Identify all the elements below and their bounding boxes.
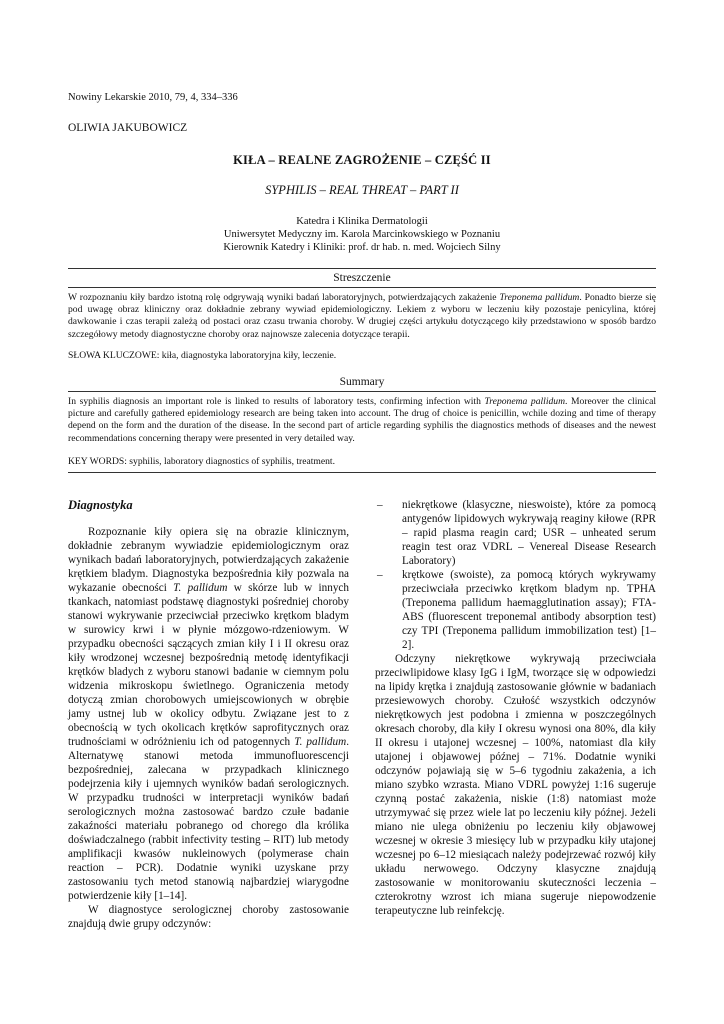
test-groups-list — [375, 498, 656, 652]
dash-bullet: – — [377, 499, 383, 511]
dash-bullet: – — [377, 569, 383, 581]
streszczenie-text-b: . Ponadto bierze się pod uwagę obraz kliniczny oraz dokładnie zebrany wywiad epidemiologiczny. Lekiem z wyboru w leczeniu kiły pozostaje penicylina, której dawkowanie i czas terapii zależą od postaci oraz czasu trwania choroby. W drugiej części artykułu dotyczącego kiły przedstawiono w sposób bardzo szczegółowy metody diagnostyczne choroby oraz najnowsze zalecenia dotyczące terapii. — [68, 292, 656, 340]
article-title-polish: KIŁA – REALNE ZAGROŻENIE – CZĘŚĆ II — [233, 153, 491, 167]
affiliation-university: Uniwersytet Medyczny im. Karola Marcinkowskiego w Poznaniu — [223, 229, 501, 240]
left-column — [68, 498, 349, 931]
section-heading-diagnostyka: Diagnostyka — [68, 498, 133, 512]
affiliation-department: Katedra i Klinika Dermatologii — [296, 216, 428, 227]
summary-text — [68, 396, 656, 445]
p1-text-b: w skórze lub w innych tkankach, natomiast podstawę diagnostyki pośredniej choroby stanowi wykrywanie przeciwciał przeciwko krętkom bladym w surowicy krwi i w płynie mózgowo-rdzeniowym. W przypadku obecności sączących zmian kiły I i II okresu oraz kiły wrodzonej wczesnej bezpośrednią metodę identyfikacji krętków bladych z wyboru stanowi badanie w ciemnym polu widzenia mikroskopu świetlnego. Ograniczenia metody dotyczą zmian chorobowych umiejscowionych w obrębie jamy ustnej lub w okolicy odbytu. Związane jest to z obecnością w tych okolicach krętków saprofitycznych oraz trudnościami w odróżnieniu ich od patogennych — [68, 582, 349, 748]
paragraph-diagnostyka-1 — [68, 525, 349, 903]
affiliation — [68, 215, 656, 254]
list-item-text: krętkowe (swoiste), za pomocą których wykrywamy przeciwciała przeciwko krętkom bladym np. TPHA (Treponema pallidum haemagglutination assay); FTA-ABS (fluorescent treponemal antibody absorption test) czy TPI (Treponema pallidum immobilization test) [1–2]. — [402, 569, 656, 651]
p1-text-a: Rozpoznanie kiły opiera się na obrazie klinicznym, dokładnie zebranym wywiadzie epidemiologicznym oraz wynikach badań laboratoryjnych, potwierdzających zakażenie krętkiem bladym. Diagnostyka bezpośrednia kiły pozwala na wykazanie obecności — [68, 526, 349, 594]
summary-text-b: . Moreover the clinical picture and carefully gathered epidemiology research are being taken into account. The drug of choice is penicillin, wchile dozing and time of therapy depend on the form and the duration of the disease. In the second part of article regarding syphilis the diagnostics methods of diseases and the newest recommendations concerning therapy were presented in very detailed way. — [68, 396, 657, 444]
divider-bottom — [68, 472, 656, 473]
divider-streszczenie — [68, 287, 656, 288]
summary-heading: Summary — [339, 376, 385, 388]
author-name: OLIWIA JAKUBOWICZ — [68, 122, 188, 134]
journal-reference: Nowiny Lekarskie 2010, 79, 4, 334–336 — [68, 92, 238, 103]
article-title-english: SYPHILIS – REAL THREAT – PART II — [265, 183, 459, 197]
summary-keywords: KEY WORDS: syphilis, laboratory diagnostics of syphilis, treatment. — [68, 456, 335, 467]
streszczenie-text-a: W rozpoznaniu kiły bardzo istotną rolę odgrywają wyniki badań laboratoryjnych, potwierdzających zakażenie — [68, 292, 500, 303]
list-item-treponemal — [375, 568, 656, 652]
streszczenie-species: Treponema pallidum — [499, 292, 580, 303]
affiliation-head: Kierownik Katedry i Kliniki: prof. dr hab. n. med. Wojciech Silny — [223, 242, 501, 253]
streszczenie-keywords: SŁOWA KLUCZOWE: kiła, diagnostyka laboratoryjna kiły, leczenie. — [68, 350, 337, 361]
summary-species: Treponema pallidum — [484, 396, 566, 407]
streszczenie-heading: Streszczenie — [333, 272, 391, 284]
divider-top — [68, 268, 656, 269]
streszczenie-text — [68, 292, 656, 341]
summary-text-a: In syphilis diagnosis an important role is linked to results of laboratory tests, confirming infection with — [68, 396, 485, 407]
list-item-text: niekrętkowe (klasyczne, nieswoiste), które za pomocą antygenów lipidowych wykrywają reaginy kiłowe (RPR – rapid plasma reagin card; USR – unheated serum reagin test oraz VDRL – Venereal Disease Research Laboratory) — [402, 499, 656, 567]
divider-summary — [68, 391, 656, 392]
paragraph-diagnostyka-2: W diagnostyce serologicznej choroby zastosowanie znajdują dwie grupy odczynów: — [68, 904, 349, 930]
right-column — [375, 498, 656, 918]
p1-species-2: T. pallidum — [294, 736, 347, 748]
p1-text-c: . Alternatywę stanowi metoda immunofluorescencji bezpośredniej, zalecana w przypadkach klinicznego podejrzenia kiły i ujemnych wyników badań serologicznych. W przypadku trudności w interpretacji wyników badań serologicznych można zastosować bardzo czułe badanie zakaźności materiału pobranego od chorego dla królika doświadczalnego (rabbit infectivity testing – RIT) lub metody amplifikacji kwasów nukleinowych (polymerase chain reaction – PCR). Dodatnie wyniki uzyskane przy zastosowaniu tych metod stanowią najbardziej wiarygodne potwierdzenie kiły [1–14]. — [68, 736, 349, 902]
p1-species-1: T. pallidum — [173, 582, 228, 594]
paragraph-nontreponemal-tests: Odczyny niekrętkowe wykrywają przeciwciała przeciwlipidowe klasy IgG i IgM, tworzące się w odpowiedzi na lipidy krętka i znajdują zastosowanie głównie w badaniach przesiewowych choroby. Czułość wszystkich odczynów niekrętkowych jest podobna i zmienna w poszczególnych okresach choroby, dla kiły I okresu wynosi ona 80%, dla kiły II okresu i utajonej wczesnej – 100%, natomiast dla kiły utajonej i objawowej późnej – 71%. Dodatnie wyniki odczynów pojawiają się w 5–6 tygodniu zakażenia, a ich miano szybko wzrasta. Miano VDRL powyżej 1:16 sugeruje czynną postać zakażenia, niskie (1:8) natomiast może utrzymywać się przez wiele lat po leczeniu kiły późnej. Jeżeli miano nie ulega obniżeniu po leczeniu kiły objawowej wczesnej w okresie 3 miesięcy lub w przypadku kiły utajonej wczesnej po 6–12 miesiącach należy podejrzewać rozwój kiły układu nerwowego. Odczyny klasyczne znajdują zastosowanie w monitorowaniu skuteczności leczenia – czterokrotny wzrost ich miana sugeruje niepowodzenie terapeutyczne lub reinfekcję. — [375, 653, 656, 917]
list-item-nontreponemal — [375, 498, 656, 568]
